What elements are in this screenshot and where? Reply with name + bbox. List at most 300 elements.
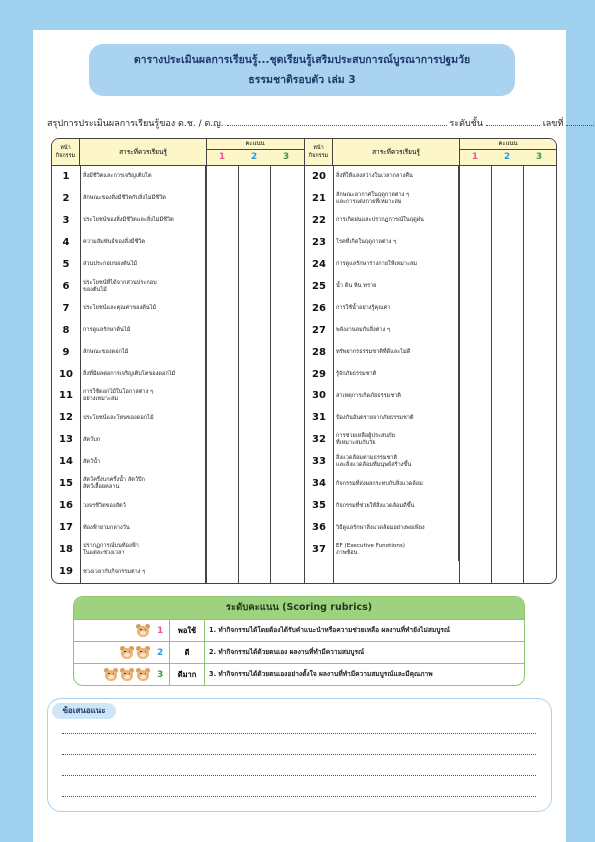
- table-row: [305, 210, 557, 232]
- table-row: [305, 166, 557, 188]
- writing-line[interactable]: [62, 775, 536, 776]
- score-3-cell[interactable]: [270, 232, 302, 254]
- table-row: [52, 495, 304, 517]
- score-1-cell[interactable]: [206, 451, 239, 473]
- title-line-2: ธรรมชาติรอบตัว เล่ม 3: [248, 74, 356, 86]
- score-2-cell[interactable]: [238, 188, 271, 210]
- score-2-cell[interactable]: [238, 539, 271, 561]
- activity-number: 29: [305, 364, 334, 386]
- rubric-bears: [74, 642, 169, 663]
- table-row: [52, 385, 304, 407]
- content-text: สัตว์บก: [83, 436, 101, 443]
- score-3-cell[interactable]: [523, 254, 555, 276]
- score-3-cell[interactable]: [270, 364, 302, 386]
- score-1-cell[interactable]: [206, 342, 239, 364]
- activity-number: 11: [52, 385, 81, 407]
- score-2-cell[interactable]: [238, 407, 271, 429]
- score-1-cell[interactable]: [206, 429, 239, 451]
- activity-number: 6: [52, 276, 81, 298]
- content-text: โรคที่เกิดในฤดูกาลต่าง ๆ: [336, 239, 397, 246]
- table-row: [305, 298, 557, 320]
- score-1-cell[interactable]: [459, 188, 492, 210]
- score-3-cell[interactable]: [270, 407, 302, 429]
- table-row: [305, 320, 557, 342]
- content-text: น้ำ ดิน หิน ทราย: [336, 283, 377, 290]
- score-2-cell[interactable]: [491, 495, 524, 517]
- score-1-cell[interactable]: [459, 364, 492, 386]
- table-row: [52, 188, 304, 210]
- score-2-header: 2: [250, 152, 258, 162]
- assessment-table: [51, 138, 557, 584]
- score-3-cell[interactable]: [523, 473, 555, 495]
- score-1-cell[interactable]: [459, 517, 492, 539]
- content-cell: [336, 517, 459, 539]
- score-1-cell[interactable]: [206, 407, 239, 429]
- content-text: ภาพซ้อน: [336, 550, 358, 557]
- table-row: [305, 407, 557, 429]
- content-cell: [83, 320, 206, 342]
- score-1-cell[interactable]: [206, 298, 239, 320]
- content-text: และสิ่งแวดล้อมที่มนุษย์สร้างขึ้น: [336, 462, 412, 469]
- score-2-cell[interactable]: [491, 210, 524, 232]
- score-1-cell[interactable]: [459, 342, 492, 364]
- score-3-header: 3: [282, 152, 290, 162]
- score-2-cell[interactable]: [238, 210, 271, 232]
- writing-line[interactable]: [62, 796, 536, 797]
- table-row: [305, 451, 557, 473]
- score-2-cell[interactable]: [491, 451, 524, 473]
- activity-number: 35: [305, 495, 334, 517]
- score-2-cell[interactable]: [238, 495, 271, 517]
- score-2-cell[interactable]: [238, 429, 271, 451]
- score-3-cell[interactable]: [270, 276, 302, 298]
- content-text: รู้จักภัยธรรมชาติ: [336, 370, 377, 377]
- activity-number: 33: [305, 451, 334, 473]
- score-1-cell[interactable]: [206, 320, 239, 342]
- score-header: [459, 139, 557, 165]
- content-text: ประโยชน์และคุณค่าของต้นไม้: [83, 305, 157, 312]
- score-1-cell[interactable]: [459, 276, 492, 298]
- score-1-cell[interactable]: [206, 517, 239, 539]
- activity-number: 23: [305, 232, 334, 254]
- score-1-cell[interactable]: [459, 298, 492, 320]
- content-text: วิธีดูแลรักษาสิ่งแวดล้อมอย่างพอเพียง: [336, 524, 425, 531]
- activity-number: 31: [305, 407, 334, 429]
- score-2-header: 2: [503, 152, 511, 162]
- score-3-cell[interactable]: [523, 429, 555, 451]
- content-cell: [83, 188, 206, 210]
- activity-number: 21: [305, 188, 334, 210]
- score-3-cell[interactable]: [523, 407, 555, 429]
- score-2-cell[interactable]: [238, 517, 271, 539]
- content-cell: [83, 495, 206, 517]
- activity-number: 37: [305, 539, 334, 561]
- score-2-cell[interactable]: [491, 320, 524, 342]
- content-text: การดูแลรักษาร่างกายให้เหมาะสม: [336, 261, 418, 268]
- content-cell: [336, 320, 459, 342]
- content-text: ของต้นไม้: [83, 286, 107, 293]
- table-row: [52, 276, 304, 298]
- score-3-cell[interactable]: [523, 232, 555, 254]
- score-2-cell[interactable]: [491, 298, 524, 320]
- bear-face-icon: [136, 668, 150, 682]
- score-1-cell[interactable]: [206, 254, 239, 276]
- score-1-cell[interactable]: [206, 473, 239, 495]
- content-text: ความสัมพันธ์ของสิ่งมีชีวิต: [83, 239, 146, 246]
- score-1-cell[interactable]: [459, 254, 492, 276]
- activity-number: 22: [305, 210, 334, 232]
- score-2-cell[interactable]: [238, 364, 271, 386]
- content-cell: [336, 276, 459, 298]
- header-page-label: หน้า: [60, 145, 71, 151]
- header-activity-label: กิจกรรม: [308, 153, 329, 159]
- content-text: EF (Executive Funotions): [336, 543, 405, 550]
- score-2-cell[interactable]: [491, 276, 524, 298]
- writing-line[interactable]: [62, 733, 536, 734]
- content-text: ส่วนประกอบของต้นไม้: [83, 261, 138, 268]
- score-3-cell[interactable]: [270, 188, 302, 210]
- score-1-cell[interactable]: [206, 495, 239, 517]
- content-cell: [336, 385, 459, 407]
- score-1-cell[interactable]: [206, 232, 239, 254]
- score-3-cell[interactable]: [523, 188, 555, 210]
- activity-number: 14: [52, 451, 81, 473]
- title-banner: [89, 44, 515, 96]
- activity-number: 30: [305, 385, 334, 407]
- activity-number: 28: [305, 342, 334, 364]
- content-cell: [336, 254, 459, 276]
- score-3-cell[interactable]: [523, 517, 555, 539]
- content-header: สาระที่ควรเรียนรู้: [80, 139, 207, 165]
- score-2-cell[interactable]: [491, 517, 524, 539]
- content-text: ที่เหมาะสมกับวัย: [336, 440, 376, 447]
- table-row: [305, 495, 557, 517]
- score-1-cell[interactable]: [206, 188, 239, 210]
- content-text: สัตว์เลื้อยคลาน: [83, 484, 120, 491]
- score-label: คะแนน: [206, 139, 304, 150]
- activity-number: 12: [52, 407, 81, 429]
- activity-number-header: [305, 139, 333, 165]
- content-cell: [336, 232, 459, 254]
- activity-number: 10: [52, 364, 81, 386]
- score-1-cell[interactable]: [459, 232, 492, 254]
- score-3-cell[interactable]: [270, 495, 302, 517]
- writing-line[interactable]: [62, 754, 536, 755]
- content-cell: [336, 166, 459, 188]
- content-cell: [336, 342, 459, 364]
- content-text: ประโยชน์และโทษของดอกไม้: [83, 414, 154, 421]
- score-2-cell[interactable]: [491, 407, 524, 429]
- number-field[interactable]: [566, 117, 595, 126]
- activity-number: 13: [52, 429, 81, 451]
- score-1-cell[interactable]: [459, 210, 492, 232]
- table-row: [52, 342, 304, 364]
- content-text: สัตว์น้ำ: [83, 458, 101, 465]
- content-text: ลักษณะของดอกไม้: [83, 349, 129, 356]
- level-field[interactable]: [486, 117, 540, 126]
- table-row: [52, 298, 304, 320]
- score-3-cell[interactable]: [523, 298, 555, 320]
- score-label: คะแนน: [459, 139, 557, 150]
- score-2-cell[interactable]: [238, 232, 271, 254]
- content-cell: [83, 298, 206, 320]
- content-text: ปรากฏการณ์บนท้องฟ้า: [83, 543, 139, 550]
- content-text: ช่วงเวลากับกิจกรรมต่าง ๆ: [83, 568, 146, 575]
- activity-number: 20: [305, 166, 334, 188]
- table-row: [52, 232, 304, 254]
- score-2-cell[interactable]: [238, 451, 271, 473]
- table-row: [305, 385, 557, 407]
- score-3-header: 3: [535, 152, 543, 162]
- score-1-cell[interactable]: [206, 385, 239, 407]
- score-2-cell[interactable]: [491, 539, 524, 561]
- activity-number: 17: [52, 517, 81, 539]
- content-text: ลักษณะอากาศในฤดูกาลต่าง ๆ: [336, 191, 410, 198]
- content-text: สิ่งที่มีผลต่อการเจริญเติบโตของดอกไม้: [83, 370, 176, 377]
- content-text: สิ่งมีชีวิตและการเจริญเติบโต: [83, 173, 152, 180]
- content-text: พลังงานลมกับสิ่งต่าง ๆ: [336, 327, 391, 334]
- score-2-cell[interactable]: [238, 166, 271, 188]
- rubric-bears: [74, 664, 169, 685]
- activity-number: 16: [52, 495, 81, 517]
- score-3-cell[interactable]: [270, 561, 302, 583]
- score-1-cell[interactable]: [459, 539, 492, 561]
- rubric-row: [74, 663, 524, 685]
- score-3-cell[interactable]: [270, 210, 302, 232]
- score-2-cell[interactable]: [238, 342, 271, 364]
- activity-number: 7: [52, 298, 81, 320]
- table-row: [305, 188, 557, 210]
- content-cell: [336, 407, 459, 429]
- content-cell: [83, 342, 206, 364]
- activity-number-header: [52, 139, 80, 165]
- score-1-cell[interactable]: [206, 561, 239, 583]
- score-2-cell[interactable]: [491, 254, 524, 276]
- score-2-cell[interactable]: [238, 561, 271, 583]
- activity-number: 18: [52, 539, 81, 561]
- score-3-cell[interactable]: [270, 320, 302, 342]
- activity-number: 34: [305, 473, 334, 495]
- table-row: [305, 232, 557, 254]
- bear-face-icon: [120, 646, 134, 660]
- score-3-cell[interactable]: [270, 429, 302, 451]
- header-page-label: หน้า: [313, 145, 324, 151]
- rubric-description: 3. ทำกิจกรรมได้ด้วยตนเองอย่างตั้งใจ ผลงานที่ทำมีความสมบูรณ์และมีคุณภาพ: [209, 670, 433, 678]
- header-activity-label: กิจกรรม: [55, 153, 76, 159]
- content-text: กิจกรรมที่ส่งผลกระทบกับสิ่งแวดล้อม: [336, 480, 423, 487]
- rubric-word: พอใช้: [169, 620, 205, 641]
- score-1-cell[interactable]: [206, 364, 239, 386]
- content-text: การเกิดฝนและปรากฏการณ์ในฤดูฝน: [336, 217, 424, 224]
- score-1-cell[interactable]: [459, 407, 492, 429]
- score-3-cell[interactable]: [270, 385, 302, 407]
- score-1-cell[interactable]: [459, 495, 492, 517]
- score-1-cell[interactable]: [459, 451, 492, 473]
- rubric-row: [74, 619, 524, 641]
- rubric-level: 1: [157, 625, 164, 636]
- content-text: อย่างเหมาะสม: [83, 396, 119, 403]
- content-cell: [336, 298, 459, 320]
- score-2-cell[interactable]: [491, 166, 524, 188]
- score-1-cell[interactable]: [206, 539, 239, 561]
- table-row: [305, 342, 557, 364]
- score-3-cell[interactable]: [270, 342, 302, 364]
- score-1-cell[interactable]: [459, 385, 492, 407]
- bear-face-icon: [120, 668, 134, 682]
- content-text: สิ่งแวดล้อมตามธรรมชาติ: [336, 455, 398, 462]
- score-3-cell[interactable]: [523, 320, 555, 342]
- score-3-cell[interactable]: [523, 210, 555, 232]
- table-row: [52, 429, 304, 451]
- content-cell: [83, 429, 206, 451]
- score-1-cell[interactable]: [459, 473, 492, 495]
- title-line-1: ตารางประเมินผลการเรียนรู้...ชุดเรียนรู้เสริมประสบการณ์บูรณาการปฐมวัย: [133, 54, 471, 66]
- score-3-cell[interactable]: [523, 166, 555, 188]
- content-cell: [336, 210, 459, 232]
- table-row: [52, 517, 304, 539]
- score-1-cell[interactable]: [459, 320, 492, 342]
- bear-face-icon: [136, 646, 150, 660]
- activity-number: 36: [305, 517, 334, 539]
- score-2-cell[interactable]: [491, 232, 524, 254]
- score-3-cell[interactable]: [270, 254, 302, 276]
- rubric-level: 3: [157, 669, 164, 680]
- activity-number: 26: [305, 298, 334, 320]
- table-right-half: [304, 139, 557, 583]
- table-row: [52, 166, 304, 188]
- content-text: และการแต่งกายที่เหมาะสม: [336, 198, 402, 205]
- content-header: สาระที่ควรเรียนรู้: [333, 139, 460, 165]
- table-row: [305, 254, 557, 276]
- score-1-cell[interactable]: [459, 166, 492, 188]
- score-2-cell[interactable]: [491, 188, 524, 210]
- score-2-cell[interactable]: [491, 342, 524, 364]
- table-row: [52, 451, 304, 473]
- activity-number: 5: [52, 254, 81, 276]
- activity-number: 24: [305, 254, 334, 276]
- content-cell: [336, 473, 459, 495]
- table-row: [305, 276, 557, 298]
- activity-number: 27: [305, 320, 334, 342]
- score-3-cell[interactable]: [270, 298, 302, 320]
- score-3-cell[interactable]: [523, 276, 555, 298]
- score-1-cell[interactable]: [459, 429, 492, 451]
- content-text: สัตว์ครึ่งบกครึ่งน้ำ สัตว์ปีก: [83, 477, 145, 484]
- table-row: [52, 407, 304, 429]
- score-3-cell[interactable]: [270, 166, 302, 188]
- table-row: [52, 561, 304, 583]
- content-text: ป้องกันอันตรายจากภัยธรรมชาติ: [336, 414, 414, 421]
- rubric-bears: [74, 620, 169, 641]
- score-3-cell[interactable]: [523, 495, 555, 517]
- rubric-description: 2. ทำกิจกรรมได้ด้วยตนเอง ผลงานที่ทำมีความสมบูรณ์: [209, 648, 365, 656]
- content-text: กิจกรรมที่ช่วยให้สิ่งแวดล้อมดีขึ้น: [336, 502, 415, 509]
- score-2-cell[interactable]: [491, 385, 524, 407]
- content-text: สาเหตุการเกิดภัยธรรมชาติ: [336, 392, 401, 399]
- score-1-cell[interactable]: [206, 276, 239, 298]
- score-3-cell[interactable]: [270, 451, 302, 473]
- content-cell: [336, 429, 459, 451]
- activity-number: 19: [52, 561, 81, 583]
- content-cell: [83, 539, 206, 561]
- content-cell: [83, 473, 206, 495]
- content-cell: [83, 517, 206, 539]
- table-row: [52, 364, 304, 386]
- score-2-cell[interactable]: [491, 473, 524, 495]
- score-3-cell[interactable]: [270, 517, 302, 539]
- content-cell: [83, 451, 206, 473]
- rubric-level: 2: [157, 647, 164, 658]
- rubric-description: 1. ทำกิจกรรมได้โดยต้องได้รับคำแนะนำหรือความช่วยเหลือ ผลงานที่ทำยังไม่สมบูรณ์: [209, 626, 451, 634]
- table-row: [305, 364, 557, 386]
- bear-face-icon: [104, 668, 118, 682]
- score-3-cell[interactable]: [270, 473, 302, 495]
- content-cell: [336, 539, 459, 561]
- score-1-header: 1: [218, 152, 226, 162]
- score-1-cell[interactable]: [206, 166, 239, 188]
- table-row: [52, 320, 304, 342]
- content-text: ประโยชน์ของสิ่งมีชีวิตและสิ่งไม่มีชีวิต: [83, 217, 174, 224]
- content-cell: [83, 276, 206, 298]
- suggestion-box: [47, 698, 552, 812]
- scoring-rubric: [73, 596, 525, 686]
- score-3-cell[interactable]: [523, 451, 555, 473]
- score-2-cell[interactable]: [238, 473, 271, 495]
- score-3-cell[interactable]: [523, 342, 555, 364]
- score-2-cell[interactable]: [491, 429, 524, 451]
- student-name-field[interactable]: [227, 117, 447, 126]
- score-2-cell[interactable]: [238, 254, 271, 276]
- score-2-cell[interactable]: [238, 385, 271, 407]
- content-cell: [83, 561, 206, 583]
- content-cell: [83, 210, 206, 232]
- activity-number: 1: [52, 166, 81, 188]
- content-text: การใช้ดอกไม้ในโอกาสต่าง ๆ: [83, 389, 154, 396]
- table-row: [305, 429, 557, 451]
- content-text: ทรัพยากรธรรมชาติที่ดีและไม่ดี: [336, 349, 411, 356]
- content-text: วงจรชีวิตของสัตว์: [83, 502, 126, 509]
- content-text: การช่วยเหลือผู้ประสบภัย: [336, 433, 395, 440]
- table-left-half: [52, 139, 304, 583]
- content-cell: [336, 188, 459, 210]
- content-cell: [83, 364, 206, 386]
- score-2-cell[interactable]: [238, 320, 271, 342]
- score-3-cell[interactable]: [270, 539, 302, 561]
- table-row: [305, 473, 557, 495]
- score-1-cell[interactable]: [206, 210, 239, 232]
- score-2-cell[interactable]: [238, 298, 271, 320]
- content-text: ท้องฟ้ายามกลางวัน: [83, 524, 130, 531]
- score-3-cell[interactable]: [523, 385, 555, 407]
- content-text: การดูแลรักษาต้นไม้: [83, 327, 131, 334]
- summary-prefix: สรุปการประเมินผลการเรียนรู้ของ ด.ช. / ด.ญ.: [47, 119, 224, 129]
- score-2-cell[interactable]: [491, 364, 524, 386]
- content-cell: [83, 166, 206, 188]
- score-2-cell[interactable]: [238, 276, 271, 298]
- activity-number: 2: [52, 188, 81, 210]
- content-cell: [336, 364, 459, 386]
- content-cell: [83, 385, 206, 407]
- content-text: ประโยชน์ที่ได้จากส่วนประกอบ: [83, 279, 157, 286]
- score-3-cell[interactable]: [523, 539, 555, 561]
- score-header: [206, 139, 304, 165]
- score-3-cell[interactable]: [523, 364, 555, 386]
- table-row: [52, 254, 304, 276]
- content-text: ลักษณะของสิ่งมีชีวิตกับสิ่งไม่มีชีวิต: [83, 195, 166, 202]
- bear-face-icon: [136, 624, 150, 638]
- table-header-right: [305, 139, 557, 166]
- activity-number: 4: [52, 232, 81, 254]
